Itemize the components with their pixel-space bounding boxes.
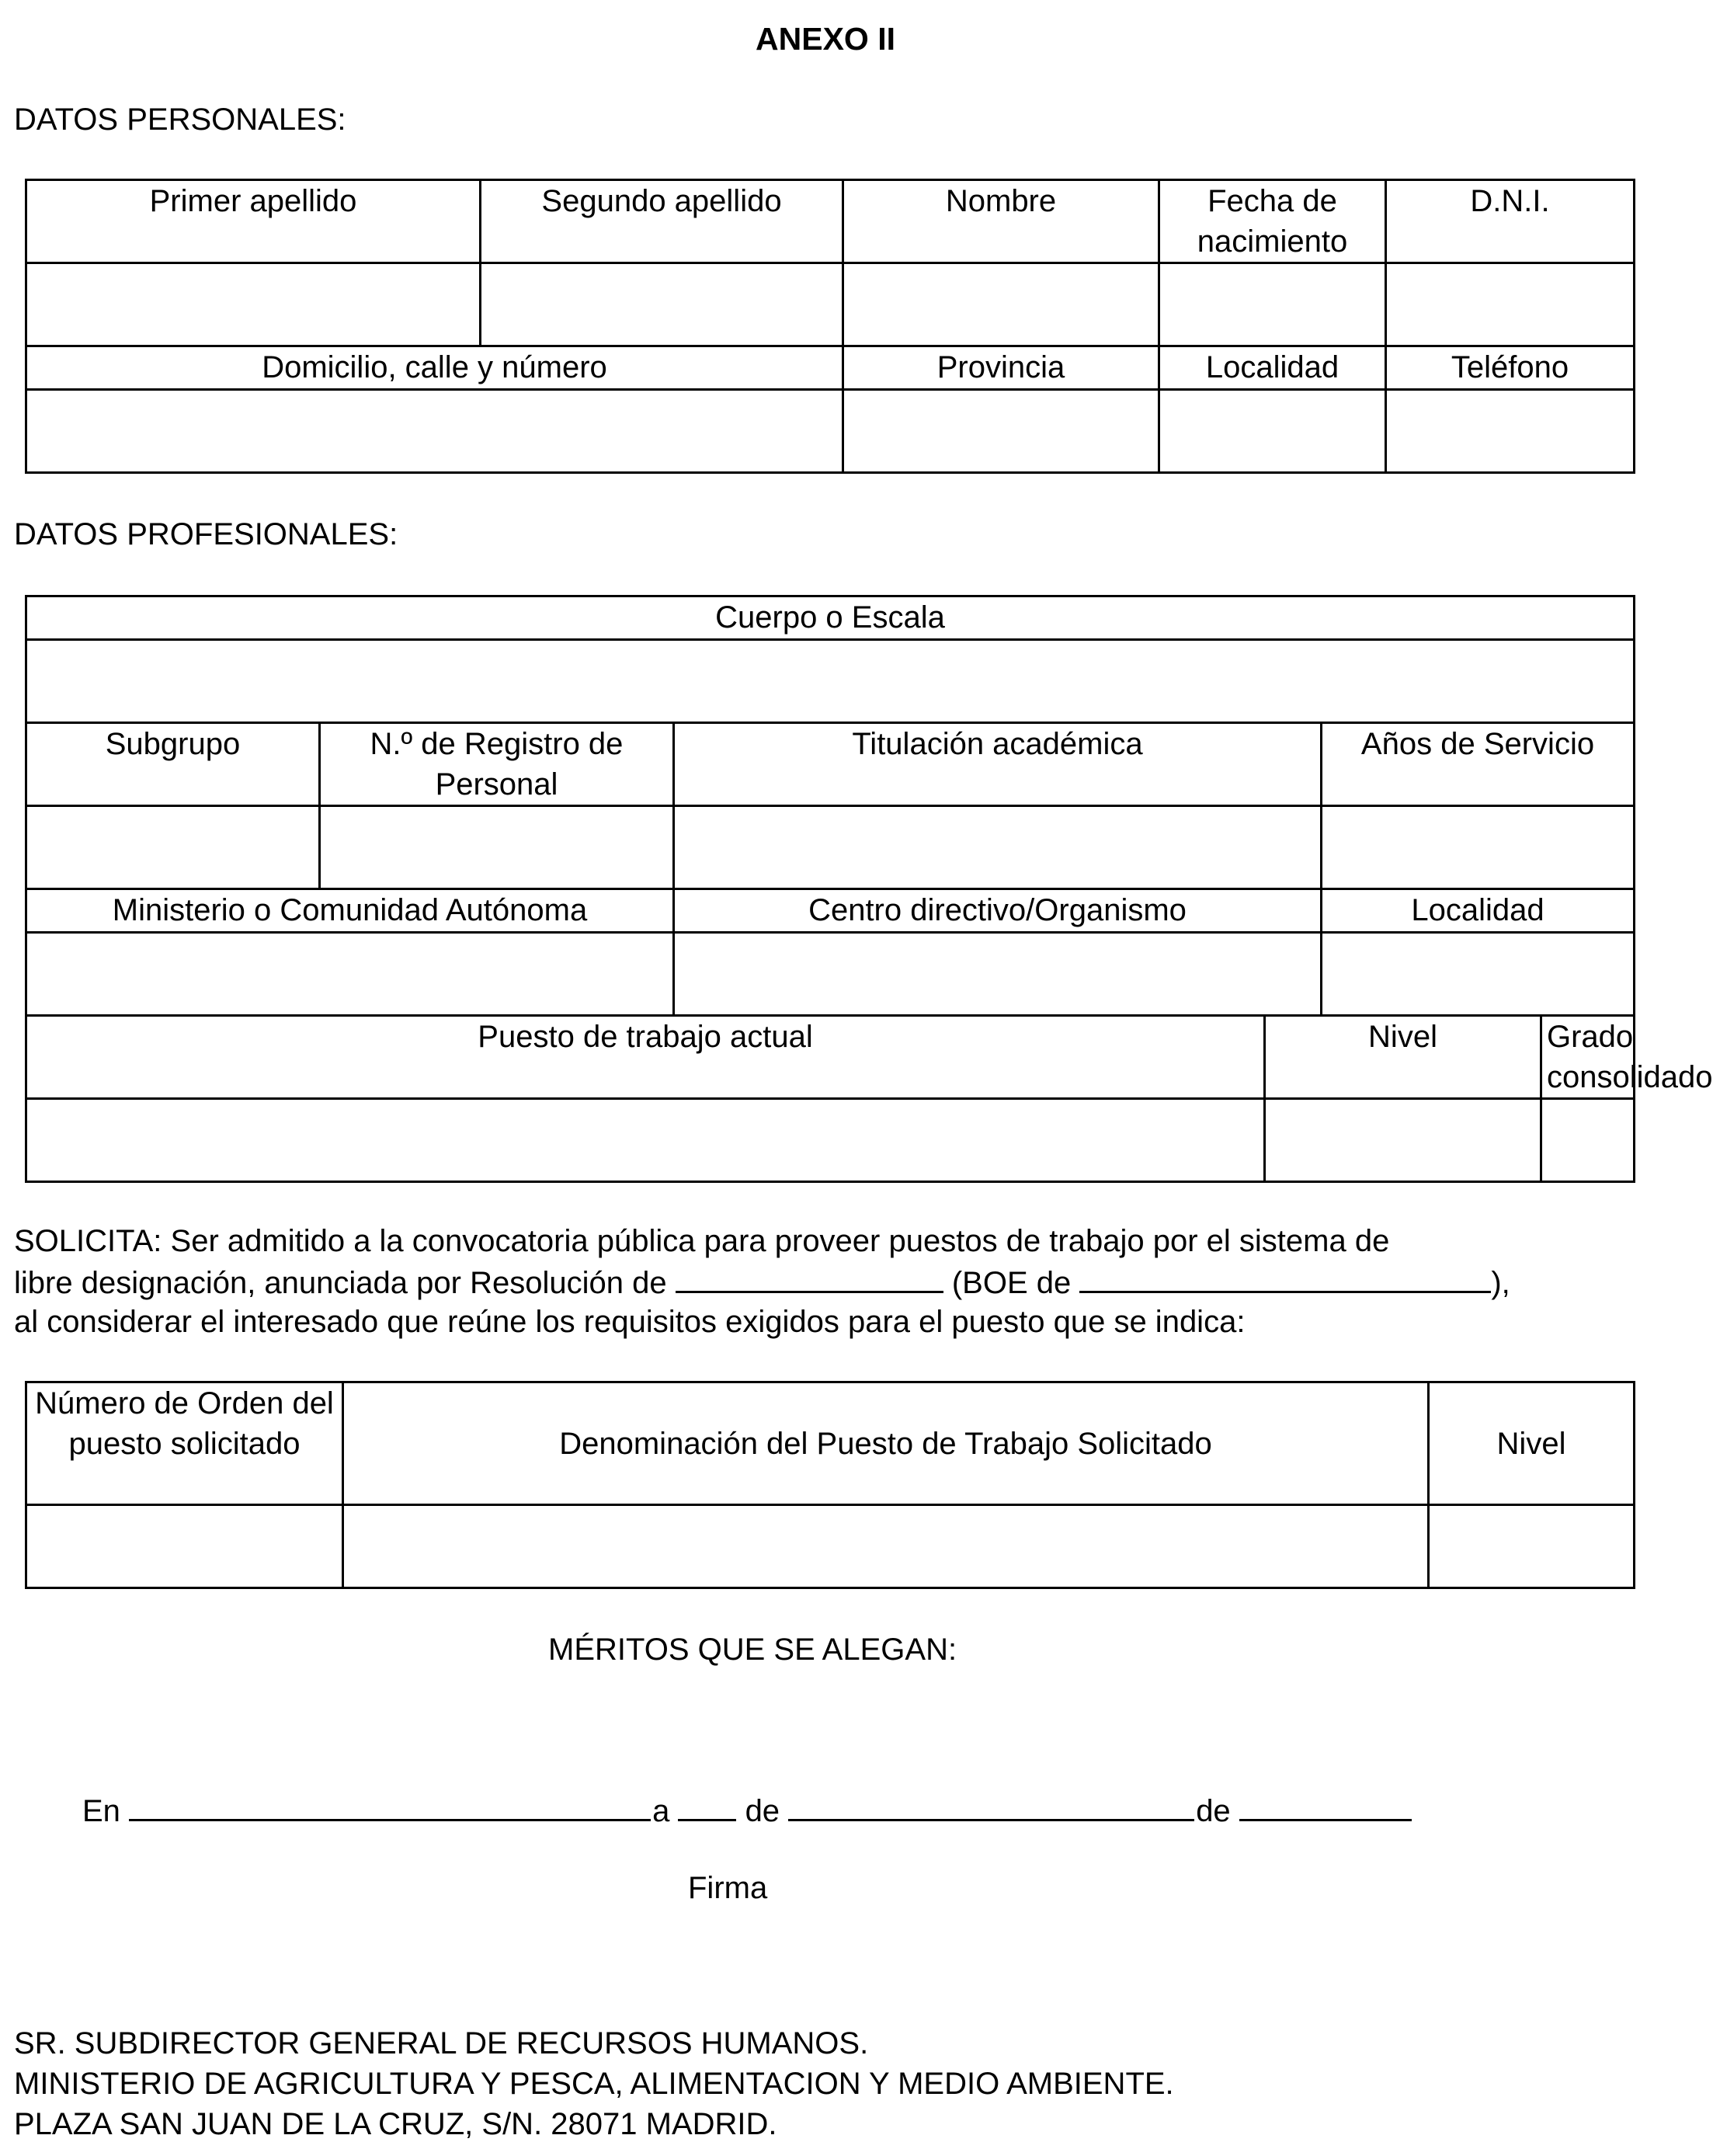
field-registro-personal[interactable] (320, 806, 674, 889)
field-cuerpo-escala[interactable] (26, 640, 1635, 723)
date-a-label: a (652, 1794, 670, 1828)
place-en-label: En (82, 1794, 120, 1828)
solicita-line-3: al considerar el interesado que reúne los requisitos exigidos para el puesto que se indica: (14, 1305, 1246, 1339)
document-title: ANEXO II (756, 21, 895, 57)
field-denominacion-puesto[interactable] (343, 1505, 1429, 1588)
header-localidad-prof: Localidad (1322, 889, 1635, 933)
meritos-heading: MÉRITOS QUE SE ALEGAN: (548, 1633, 957, 1667)
header-nivel-solicitado: Nivel (1429, 1382, 1635, 1505)
field-subgrupo[interactable] (26, 806, 320, 889)
header-ministerio: Ministerio o Comunidad Autónoma (26, 889, 674, 933)
place-field[interactable] (129, 1789, 651, 1821)
header-cuerpo-escala: Cuerpo o Escala (26, 596, 1635, 640)
place-date-line (82, 1789, 1412, 1831)
header-numero-orden: Número de Orden del puesto solicitado (26, 1382, 343, 1505)
field-centro-directivo[interactable] (674, 933, 1322, 1016)
field-telefono[interactable] (1386, 390, 1635, 473)
field-fecha-nacimiento[interactable] (1159, 263, 1386, 346)
date-de2-label: de (1196, 1794, 1231, 1828)
field-domicilio[interactable] (26, 390, 843, 473)
header-anos-servicio: Años de Servicio (1322, 723, 1635, 806)
address-line-1: SR. SUBDIRECTOR GENERAL DE RECURSOS HUMANOS. (14, 2026, 869, 2060)
personal-data-table (25, 179, 1635, 474)
field-dni[interactable] (1386, 263, 1635, 346)
header-grado-consolidado: Grado consolidado (1541, 1016, 1635, 1099)
resolucion-date-field[interactable] (676, 1261, 943, 1293)
header-nivel: Nivel (1265, 1016, 1541, 1099)
solicita-line-2-text-c: ), (1491, 1266, 1510, 1300)
header-dni: D.N.I. (1386, 180, 1635, 263)
header-puesto-actual: Puesto de trabajo actual (26, 1016, 1265, 1099)
month-field[interactable] (788, 1789, 1194, 1821)
field-segundo-apellido[interactable] (481, 263, 843, 346)
field-localidad-prof[interactable] (1322, 933, 1635, 1016)
professional-data-table (25, 595, 1713, 1183)
solicita-line-2 (14, 1261, 1620, 1303)
field-nivel-solicitado[interactable] (1429, 1505, 1635, 1588)
field-ministerio[interactable] (26, 933, 674, 1016)
requested-position-table (25, 1381, 1635, 1589)
field-localidad[interactable] (1159, 390, 1386, 473)
solicita-line-2-text-b: (BOE de (951, 1266, 1072, 1300)
header-localidad: Localidad (1159, 346, 1386, 390)
day-field[interactable] (678, 1789, 736, 1821)
header-centro-directivo: Centro directivo/Organismo (674, 889, 1322, 933)
header-denominacion-puesto: Denominación del Puesto de Trabajo Solicitado (343, 1382, 1429, 1505)
header-segundo-apellido: Segundo apellido (481, 180, 843, 263)
field-nombre[interactable] (843, 263, 1159, 346)
header-nombre: Nombre (843, 180, 1159, 263)
personal-data-heading: DATOS PERSONALES: (14, 103, 346, 137)
field-nivel[interactable] (1265, 1099, 1541, 1182)
header-titulacion: Titulación académica (674, 723, 1322, 806)
year-field[interactable] (1239, 1789, 1412, 1821)
header-domicilio: Domicilio, calle y número (26, 346, 843, 390)
solicita-line-1: SOLICITA: Ser admitido a la convocatoria pública para proveer puestos de trabajo por el sistema de (14, 1224, 1390, 1258)
solicita-line-2-text-a: libre designación, anunciada por Resolución de (14, 1266, 667, 1300)
field-grado-consolidado[interactable] (1541, 1099, 1635, 1182)
header-primer-apellido: Primer apellido (26, 180, 481, 263)
address-line-3: PLAZA SAN JUAN DE LA CRUZ, S/N. 28071 MADRID. (14, 2107, 777, 2141)
date-de1-label: de (745, 1794, 780, 1828)
signature-label: Firma (688, 1871, 768, 1905)
header-fecha-nacimiento: Fecha de nacimiento (1159, 180, 1386, 263)
header-subgrupo: Subgrupo (26, 723, 320, 806)
field-primer-apellido[interactable] (26, 263, 481, 346)
header-telefono: Teléfono (1386, 346, 1635, 390)
boe-date-field[interactable] (1079, 1261, 1491, 1293)
field-numero-orden[interactable] (26, 1505, 343, 1588)
professional-data-heading: DATOS PROFESIONALES: (14, 517, 398, 551)
header-registro-personal: N.º de Registro de Personal (320, 723, 674, 806)
field-puesto-actual[interactable] (26, 1099, 1265, 1182)
address-line-2: MINISTERIO DE AGRICULTURA Y PESCA, ALIMENTACION Y MEDIO AMBIENTE. (14, 2067, 1174, 2101)
field-titulacion[interactable] (674, 806, 1322, 889)
field-provincia[interactable] (843, 390, 1159, 473)
header-provincia: Provincia (843, 346, 1159, 390)
field-anos-servicio[interactable] (1322, 806, 1635, 889)
